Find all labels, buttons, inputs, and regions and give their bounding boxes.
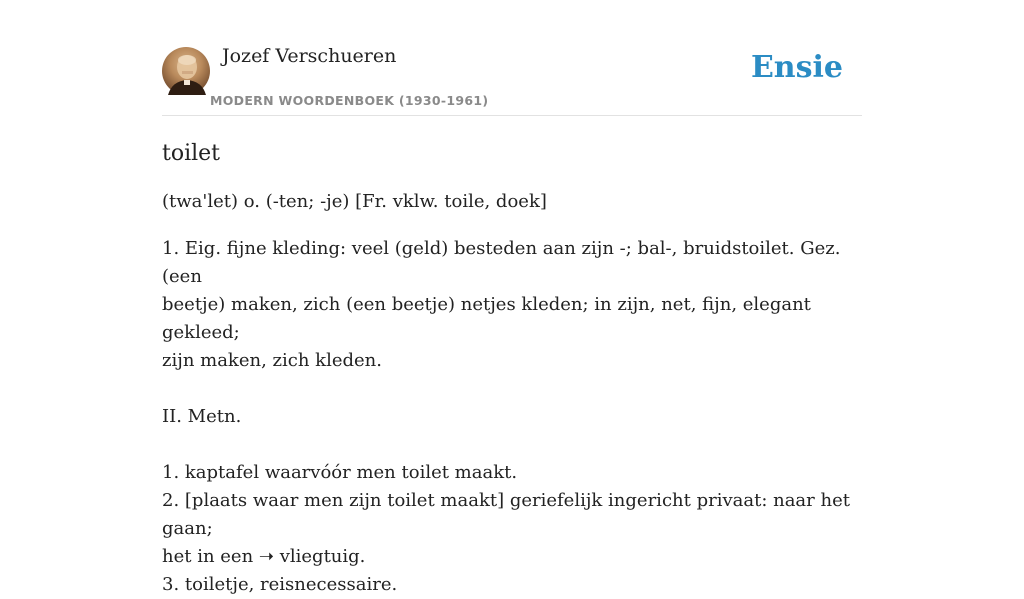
header — [162, 40, 862, 116]
spacer — [162, 375, 862, 403]
spacer — [162, 431, 862, 459]
avatar[interactable] — [162, 47, 210, 95]
definition-line: beetje) maken, zich (een beetje) netjes kleden; in zijn, net, fijn, elegant gekleed; — [162, 294, 811, 343]
definition-line — [162, 543, 862, 571]
definition-line: 1. kaptafel waarvóór men toilet maakt. — [162, 462, 518, 483]
entry-pronunciation: (twa'let) o. (-ten; -je) [Fr. vklw. toile, doek] — [162, 191, 547, 212]
definition-text: het in een — [162, 546, 259, 567]
definition-line: 3. toiletje, reisnecessaire. — [162, 574, 398, 595]
definition-line: 2. [plaats waar men zijn toilet maakt] geriefelijk ingericht privaat: naar het gaan; — [162, 490, 850, 539]
definition-line: 1. Eig. fijne kleding: veel (geld) besteden aan zijn -; bal-, bruidstoilet. Gez. (een — [162, 238, 841, 287]
definition-line: zijn maken, zich kleden. — [162, 350, 382, 371]
author-portrait-icon — [162, 47, 210, 95]
entry-term: toilet — [162, 141, 221, 166]
definition-text: vliegtuig. — [273, 546, 366, 567]
entry — [162, 139, 862, 599]
author-name[interactable]: Jozef Verschueren — [222, 45, 397, 67]
source-title[interactable]: MODERN WOORDENBOEK (1930-1961) — [210, 93, 489, 108]
brand-logo[interactable]: Ensie — [750, 50, 843, 85]
section-heading: II. Metn. — [162, 406, 242, 427]
arrow-right-icon: ➝ — [258, 546, 274, 567]
